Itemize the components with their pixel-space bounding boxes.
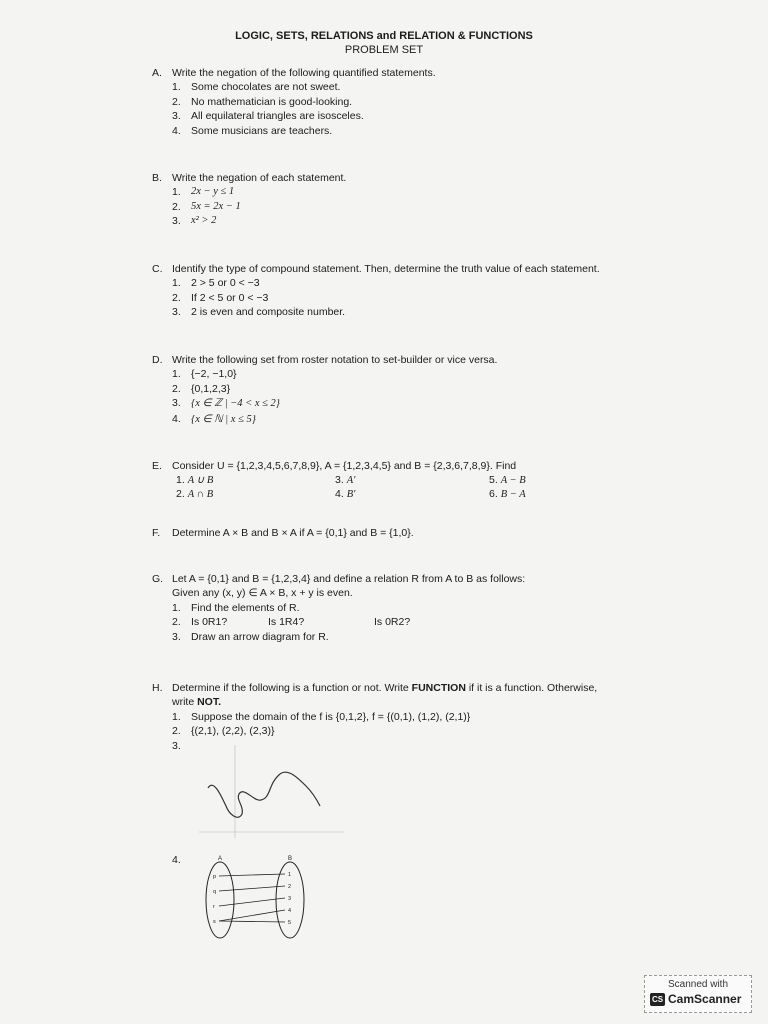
list-item: 2. If 2 < 5 or 0 < −3 (172, 291, 269, 304)
list-item: 1. A ∪ B (176, 474, 214, 486)
set-b-element: 5 (288, 920, 292, 926)
section-c (152, 262, 672, 320)
watermark-brand: CamScanner (668, 992, 742, 1006)
section-line: Given any (x, y) ∈ A × B, x + y is even. (172, 587, 353, 599)
list-item: 3. A′ (335, 474, 356, 486)
mapping-arrow (219, 898, 285, 906)
section-heading: Identify the type of compound statement. Then, determine the truth value of each statement. (172, 263, 600, 275)
section-g (152, 572, 672, 645)
section-letter: H. (152, 682, 163, 694)
set-a-label: A (218, 856, 223, 862)
mapping-arrow (219, 886, 285, 891)
set-b-element: 1 (288, 872, 292, 878)
mapping-diagram (199, 852, 309, 942)
section-f (152, 526, 652, 540)
list-item: 3. {x ∈ ℤ | −4 < x ≤ 2} (172, 397, 281, 410)
section-heading: Determine if the following is a function or not. Write FUNCTION if it is a function. Otherwise, (172, 682, 598, 694)
graph-curve (208, 772, 320, 817)
section-heading: Write the negation of the following quantified statements. (172, 67, 436, 79)
section-letter: D. (152, 354, 163, 366)
section-letter: G. (152, 573, 164, 585)
list-item: 2. {(2,1), (2,2), (2,3)} (172, 725, 275, 738)
section-letter: F. (152, 527, 161, 539)
section-h: H. Determine if the following is a function or not. Write FUNCTION if it is a function. Otherwise, write NOT. 1. Suppose the domain of the f is {0,1,2}, f = {(0,1), (1,2), (2,1)} 2. {(2,1), (2,2), (2,3)} 3. (152, 681, 652, 739)
list-item: 2. No mathematician is good-looking. (172, 95, 353, 108)
list-item: 4. B′ (335, 488, 356, 500)
section-e (152, 459, 692, 503)
scanner-watermark (644, 975, 752, 1013)
section-letter: E. (152, 460, 162, 472)
section-heading: Write the negation of each statement. (172, 172, 347, 184)
list-item: 2. A ∩ B (176, 488, 214, 500)
mapping-arrow (219, 910, 285, 921)
section-line: write NOT. (172, 696, 222, 708)
list-item: 2. Is 0R1? Is 1R4? Is 0R2? (172, 616, 411, 629)
mapping-arrow (219, 874, 285, 876)
set-a-element: p (213, 874, 217, 880)
list-item: 3. Draw an arrow diagram for R. (172, 631, 329, 644)
list-item: 1. Some chocolates are not sweet. (172, 81, 341, 93)
hand-drawn-graph (196, 740, 346, 840)
section-letter: A. (152, 67, 162, 79)
camscanner-logo-icon: CS (651, 995, 664, 1004)
set-b-element: 2 (288, 884, 292, 890)
set-a-element: r (213, 904, 215, 910)
question-extra-1: Is 1R4? (268, 616, 305, 629)
set-a-element: s (213, 919, 216, 925)
watermark-caption: Scanned with (667, 979, 729, 990)
list-item: 3. All equilateral triangles are isosceles. (172, 110, 364, 123)
list-item: 6. B − A (489, 488, 526, 500)
list-item: 1. 2 > 5 or 0 < −3 (172, 277, 260, 289)
section-heading: Consider U = {1,2,3,4,5,6,7,8,9}, A = {1,2,3,4,5} and B = {2,3,6,7,8,9}. Find (172, 460, 517, 472)
list-item: 5. A − B (489, 474, 526, 486)
list-item: 4. (172, 854, 181, 866)
mapping-arrow (219, 921, 285, 922)
list-item: 3. x² > 2 (172, 215, 217, 228)
list-item: 2. {0,1,2,3} (172, 382, 231, 395)
list-item: 4. Some musicians are teachers. (172, 125, 333, 138)
set-a-ellipse (206, 862, 234, 938)
list-item: 2. 5x = 2x − 1 (172, 200, 241, 213)
list-item: 4. {x ∈ ℕ | x ≤ 5} (172, 413, 256, 426)
list-item: 1. 2x − y ≤ 1 (172, 186, 235, 198)
section-d (152, 353, 652, 428)
list-item: 3. 2 is even and composite number. (172, 306, 346, 319)
question-extra-2: Is 0R2? (374, 616, 411, 629)
list-item: 1. {−2, −1,0} (172, 368, 237, 380)
set-b-element: 4 (288, 908, 292, 914)
answer-grid (152, 473, 692, 503)
list-item: 1. Suppose the domain of the f is {0,1,2}, f = {(0,1), (1,2), (2,1)} (172, 710, 471, 723)
section-b (152, 171, 652, 229)
section-a (152, 66, 652, 139)
set-b-element: 3 (288, 896, 292, 902)
page-subtitle: PROBLEM SET (344, 44, 424, 56)
set-b-label: B (288, 856, 293, 862)
section-heading: Determine A × B and B × A if A = {0,1} and B = {1,0}. (172, 527, 414, 539)
section-letter: C. (152, 263, 163, 275)
list-item: 1. Find the elements of R. (172, 601, 300, 614)
section-letter: B. (152, 172, 162, 184)
section-heading: Let A = {0,1} and B = {1,2,3,4} and define a relation R from A to B as follows: (172, 573, 526, 585)
page-title: LOGIC, SETS, RELATIONS and RELATION & FUNCTIONS (235, 30, 533, 42)
section-heading: Write the following set from roster notation to set-builder or vice versa. (172, 354, 498, 366)
set-a-element: q (213, 889, 217, 895)
